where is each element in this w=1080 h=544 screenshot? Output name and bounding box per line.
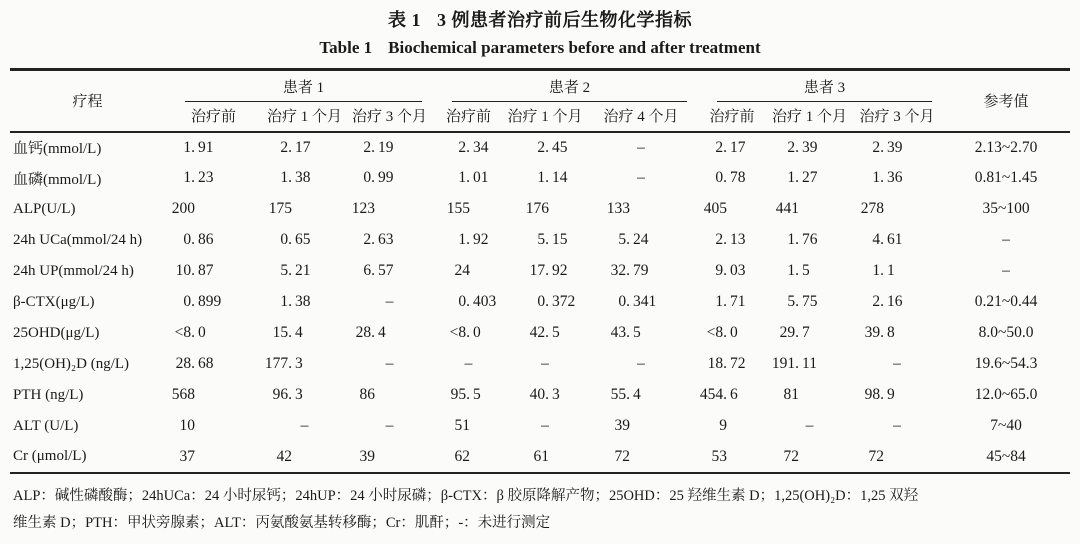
value-cell: – (893, 417, 901, 434)
value-cell: 10 (179, 417, 195, 434)
row-label: β-CTX(μg/L) (13, 293, 95, 310)
value-cell: – (637, 355, 645, 372)
value-cell: 17. 92 (529, 262, 568, 279)
value-cell: – (385, 293, 394, 310)
value-cell: 6. 57 (363, 262, 394, 279)
table-footnote (13, 483, 1070, 537)
reference-cell: – (1002, 231, 1010, 248)
value-cell: 51 (454, 417, 471, 434)
value-cell: 4. 61 (872, 231, 903, 248)
value-cell: 200 (171, 200, 195, 217)
value-cell: 81 (783, 386, 800, 403)
value-cell: 175 (268, 200, 292, 217)
value-cell: 72 (614, 447, 631, 465)
value-cell: – (541, 355, 549, 372)
value-cell: – (300, 417, 309, 434)
row-label: 24h UP(mmol/24 h) (13, 262, 134, 279)
table-number-en: Table 1 (319, 38, 373, 57)
value-cell: 15. 4 (272, 324, 303, 341)
value-cell: 2. 34 (458, 138, 489, 156)
table-row (10, 380, 1070, 411)
value-cell: – (464, 355, 473, 372)
timepoint-header: 治疗 3 个月 (347, 102, 432, 132)
value-cell: 2. 17 (280, 138, 311, 156)
value-cell: 61 (533, 447, 550, 465)
reference-cell: 0.21~0.44 (974, 293, 1038, 310)
value-cell: 96. 3 (272, 386, 303, 403)
value-cell: 9. 03 (715, 262, 746, 279)
table-number-zh: 表 1 (388, 10, 421, 30)
value-cell: 42 (276, 447, 292, 465)
value-cell: 2. 16 (872, 293, 903, 310)
value-cell: – (385, 355, 394, 372)
value-cell: 1. 38 (280, 293, 311, 310)
value-cell: – (385, 417, 394, 434)
value-cell: 62 (454, 447, 471, 465)
value-cell: 2. 17 (715, 138, 746, 156)
value-cell: 5. 21 (280, 262, 311, 279)
value-cell: 55. 4 (610, 386, 641, 403)
value-cell: 42. 5 (529, 324, 560, 341)
value-cell: – (637, 169, 645, 186)
row-label: 24h UCa(mmol/24 h) (13, 231, 143, 248)
patient-group-header: 患者 2 (432, 70, 697, 102)
value-cell: 18. 72 (707, 355, 746, 372)
value-cell: 1. 71 (715, 293, 746, 310)
reference-header: 参考值 (942, 70, 1070, 132)
row-label: ALP(U/L) (13, 200, 76, 217)
value-cell: 72 (868, 447, 885, 465)
timepoint-header: 治疗前 (165, 102, 262, 132)
table-row (10, 163, 1070, 194)
value-cell: 39 (614, 417, 631, 434)
value-cell: 39. 8 (864, 324, 895, 341)
timepoint-header: 治疗 1 个月 (505, 102, 585, 132)
footnote-line-2: 维生素 D；PTH：甲状旁腺素；ALT：丙氨酸氨基转移酶；Cr：肌酐；-：未进行测定 (13, 515, 551, 531)
value-cell: 1. 76 (787, 231, 818, 248)
value-cell: 0. 403 (458, 293, 497, 310)
table-row (10, 132, 1070, 163)
timepoint-header: 治疗前 (432, 102, 505, 132)
value-cell: 2. 39 (787, 138, 818, 156)
timepoint-header: 治疗 1 个月 (262, 102, 347, 132)
patient-group-header: 患者 3 (697, 70, 942, 102)
value-cell: 0. 372 (537, 293, 576, 310)
value-cell: 1. 5 (787, 262, 810, 279)
patient-group-header: 患者 1 (165, 70, 432, 102)
value-cell: 98. 9 (864, 386, 895, 403)
row-label: ALT (U/L) (13, 417, 79, 434)
value-cell: 10. 87 (175, 262, 214, 279)
value-cell: 1. 14 (537, 169, 568, 186)
value-cell: 5. 24 (618, 231, 649, 248)
reference-cell: 0.81~1.45 (974, 169, 1038, 186)
value-cell: 1. 92 (458, 231, 489, 248)
value-cell: 0. 99 (363, 169, 394, 186)
value-cell: 454. 6 (699, 386, 738, 403)
row-label: 1,25(OH)₂D (ng/L) (13, 355, 130, 372)
table-title-en (0, 36, 1080, 60)
row-label: 血磷(mmol/L) (13, 171, 102, 188)
value-cell: 155 (446, 200, 471, 217)
stub-header: 疗程 (10, 70, 165, 132)
row-label: 血钙(mmol/L) (13, 141, 102, 157)
value-cell: – (637, 138, 645, 156)
value-cell: 0. 899 (183, 293, 222, 310)
value-cell: 2. 19 (363, 138, 394, 156)
value-cell: 123 (351, 200, 375, 217)
value-cell: 29. 7 (779, 324, 810, 341)
value-cell: 5. 15 (537, 231, 568, 248)
value-cell: 1. 27 (787, 169, 818, 186)
value-cell: 5. 75 (787, 293, 818, 310)
table-title-en-text: Biochemical parameters before and after treatment (388, 38, 761, 57)
value-cell: 72 (783, 447, 800, 465)
value-cell: 37 (179, 447, 195, 465)
value-cell: 1. 38 (280, 169, 311, 186)
value-cell: 278 (860, 200, 885, 217)
reference-cell: 19.6~54.3 (974, 355, 1038, 372)
value-cell: 28. 4 (355, 324, 386, 341)
reference-cell: 2.13~2.70 (974, 138, 1038, 156)
table-row (10, 442, 1070, 473)
value-cell: 0. 65 (280, 231, 311, 248)
value-cell: 1. 23 (183, 169, 214, 186)
value-cell: 2. 39 (872, 138, 903, 156)
value-cell: <8. 0 (449, 324, 481, 341)
table-row (10, 411, 1070, 442)
value-cell: 441 (775, 200, 800, 217)
value-cell: 2. 45 (537, 138, 568, 156)
timepoint-header: 治疗 1 个月 (767, 102, 852, 132)
value-cell: 191. 11 (771, 355, 817, 372)
value-cell: – (893, 355, 901, 372)
value-cell: 568 (171, 386, 195, 403)
footnote-line-1: ALP：碱性磷酸酶；24hUCa：24 小时尿钙；24hUP：24 小时尿磷；β-CTX：β 胶原降解产物；25OHD：25 羟维生素 D；1,25(OH)₂D：1,25 双羟 (13, 488, 919, 504)
reference-cell: 35~100 (982, 200, 1030, 217)
timepoint-header: 治疗前 (697, 102, 767, 132)
value-cell: 0. 86 (183, 231, 214, 248)
value-cell: 24 (454, 262, 471, 279)
table-row (10, 256, 1070, 287)
value-cell: 177. 3 (264, 355, 303, 372)
timepoint-header: 治疗 4 个月 (585, 102, 697, 132)
value-cell: 43. 5 (610, 324, 641, 341)
table-title-zh (0, 8, 1080, 32)
table-row (10, 318, 1070, 349)
value-cell: 1. 1 (872, 262, 895, 279)
value-cell: 53 (711, 447, 728, 465)
value-cell: 32. 79 (610, 262, 649, 279)
value-cell: 405 (703, 200, 728, 217)
table-row (10, 225, 1070, 256)
value-cell: 86 (359, 386, 375, 403)
table-title-zh-text: 3 例患者治疗前后生物化学指标 (437, 10, 692, 30)
reference-cell: 45~84 (986, 447, 1026, 465)
reference-cell: 7~40 (990, 417, 1022, 434)
reference-cell: – (1002, 262, 1010, 279)
value-cell: 1. 01 (458, 169, 489, 186)
value-cell: 1. 91 (183, 138, 214, 156)
value-cell: 176 (525, 200, 550, 217)
value-cell: 39 (359, 447, 375, 465)
biochemical-parameters-table (10, 68, 1070, 474)
value-cell: 133 (606, 200, 631, 217)
value-cell: <8. 0 (174, 324, 206, 341)
table-row (10, 194, 1070, 225)
value-cell: 0. 78 (715, 169, 746, 186)
value-cell: 0. 341 (618, 293, 657, 310)
timepoint-header: 治疗 3 个月 (852, 102, 942, 132)
row-label: PTH (ng/L) (13, 386, 84, 403)
row-label: 25OHD(μg/L) (13, 324, 100, 341)
table-row (10, 349, 1070, 380)
row-label: Cr (μmol/L) (13, 448, 87, 464)
value-cell: 95. 5 (450, 386, 481, 403)
value-cell: 28. 68 (175, 355, 214, 372)
value-cell: 2. 13 (715, 231, 746, 248)
reference-cell: 12.0~65.0 (974, 386, 1038, 403)
value-cell: – (541, 417, 549, 434)
value-cell: – (805, 417, 814, 434)
table-row (10, 287, 1070, 318)
value-cell: 1. 36 (872, 169, 903, 186)
value-cell: <8. 0 (706, 324, 738, 341)
reference-cell: 8.0~50.0 (978, 324, 1034, 341)
value-cell: 2. 63 (363, 231, 394, 248)
value-cell: 9 (719, 417, 728, 434)
value-cell: 40. 3 (529, 386, 560, 403)
